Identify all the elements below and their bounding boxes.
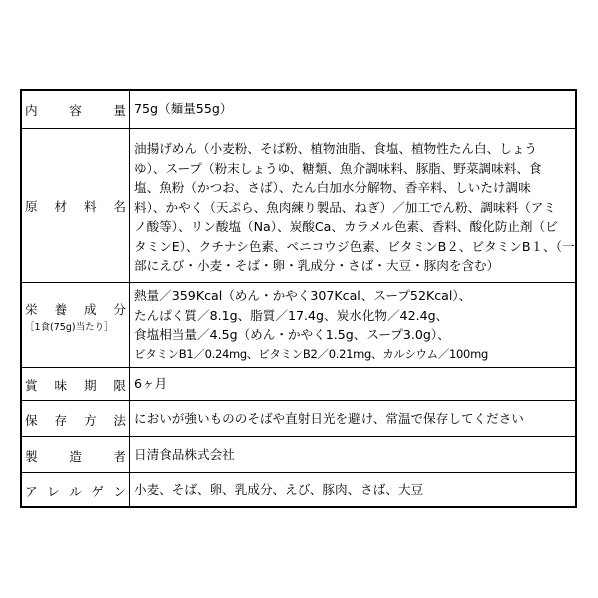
label-char: 限 xyxy=(113,378,126,393)
label-char: 材 xyxy=(54,199,68,214)
product-info-table xyxy=(20,89,577,508)
nutrition-line: たんぱく質／8.1g、脂質／17.4g、炭水化物／42.4g、 xyxy=(134,307,449,323)
row-ingredients xyxy=(22,129,575,283)
ingredients-line: 塩、魚粉（かつお、さば）、たん白加水分解物、香辛料、しいたけ調味 xyxy=(134,180,531,195)
ingredients-line: ノ酸等）、リン酸塩（Na）、炭酸Ca、カラメル色素、香料、酸化防止剤（ビ xyxy=(134,219,558,234)
ingredients-value xyxy=(134,139,575,292)
label-char: 存 xyxy=(54,413,68,428)
row-expiry xyxy=(22,368,575,401)
label-char: 容 xyxy=(69,103,82,118)
ingredients-line: ゆ）、スープ（粉末しょうゆ、糖類、魚介調味料、豚脂、野菜調味料、食 xyxy=(134,160,542,176)
expiry-value: 6ヶ月 xyxy=(134,376,168,391)
label-ingredients xyxy=(22,129,130,282)
label-char: レ xyxy=(47,484,60,499)
label-expiry xyxy=(22,368,130,400)
nutrition-line: ビタミンB1／0.24mg、ビタミンB2／0.21mg、カルシウム／100mg xyxy=(134,346,488,361)
nutrition-serving-note: ［1食(75g)当たり］ xyxy=(25,322,114,333)
maker-value: 日清食品株式会社 xyxy=(134,447,235,462)
label-char: 賞 xyxy=(25,378,38,393)
label-char: 原 xyxy=(25,199,38,214)
label-allergen xyxy=(22,473,130,506)
label-char: 保 xyxy=(25,413,38,428)
label-char: 法 xyxy=(113,413,126,428)
label-char: 養 xyxy=(54,302,68,317)
label-char: 分 xyxy=(113,302,126,317)
row-content xyxy=(22,91,575,129)
label-char: 者 xyxy=(113,449,126,464)
label-content xyxy=(22,91,130,128)
label-maker xyxy=(22,437,130,472)
nutrition-value xyxy=(134,286,571,370)
label-char: 製 xyxy=(25,449,38,464)
label-char: 内 xyxy=(25,103,38,118)
row-storage xyxy=(22,401,575,437)
row-nutrition xyxy=(22,283,575,368)
content-value: 75g（麺量55g） xyxy=(134,101,233,116)
label-char: ゲ xyxy=(91,484,104,499)
storage-value: においが強いもののそばや直射日光を避け、常温で保存してください xyxy=(134,411,524,426)
label-char: ア xyxy=(25,484,38,499)
nutrition-line: 食塩相当量／4.5g（めん・かやく1.5g、スープ3.0g）、 xyxy=(134,327,450,342)
label-char: ル xyxy=(69,484,82,499)
label-char: 期 xyxy=(83,378,97,393)
ingredients-line: 料）、かやく（天ぷら、魚肉練り製品、ねぎ）／加工でん粉、調味料（アミ xyxy=(134,199,556,215)
allergen-value: 小麦、そば、卵、乳成分、えび、豚肉、さば、大豆 xyxy=(134,482,424,497)
label-storage xyxy=(22,401,130,436)
label-char: 方 xyxy=(83,413,97,428)
nutrition-line: 熱量／359Kcal（めん・かやく307Kcal、スープ52Kcal）、 xyxy=(134,288,472,303)
ingredients-line: 油揚げめん（小麦粉、そば粉、植物油脂、食塩、植物性たん白、しょう xyxy=(134,141,537,156)
row-maker xyxy=(22,437,575,473)
ingredients-line: タミンE）、クチナシ色素、ベニコウジ色素、ビタミンB２、ビタミンB１、（一 xyxy=(134,238,575,254)
label-nutrition xyxy=(22,283,130,367)
label-char: ン xyxy=(113,484,126,499)
label-char: 料 xyxy=(83,199,97,214)
row-allergen xyxy=(22,473,575,506)
label-char: 味 xyxy=(54,378,68,393)
ingredients-line: 部にえび・小麦・そば・卵・乳成分・さば・大豆・豚肉を含む） xyxy=(134,258,500,273)
label-char: 栄 xyxy=(25,302,38,317)
label-char: 成 xyxy=(83,302,97,317)
label-char: 名 xyxy=(113,199,126,214)
label-char: 量 xyxy=(113,103,126,118)
label-char: 造 xyxy=(69,449,82,464)
